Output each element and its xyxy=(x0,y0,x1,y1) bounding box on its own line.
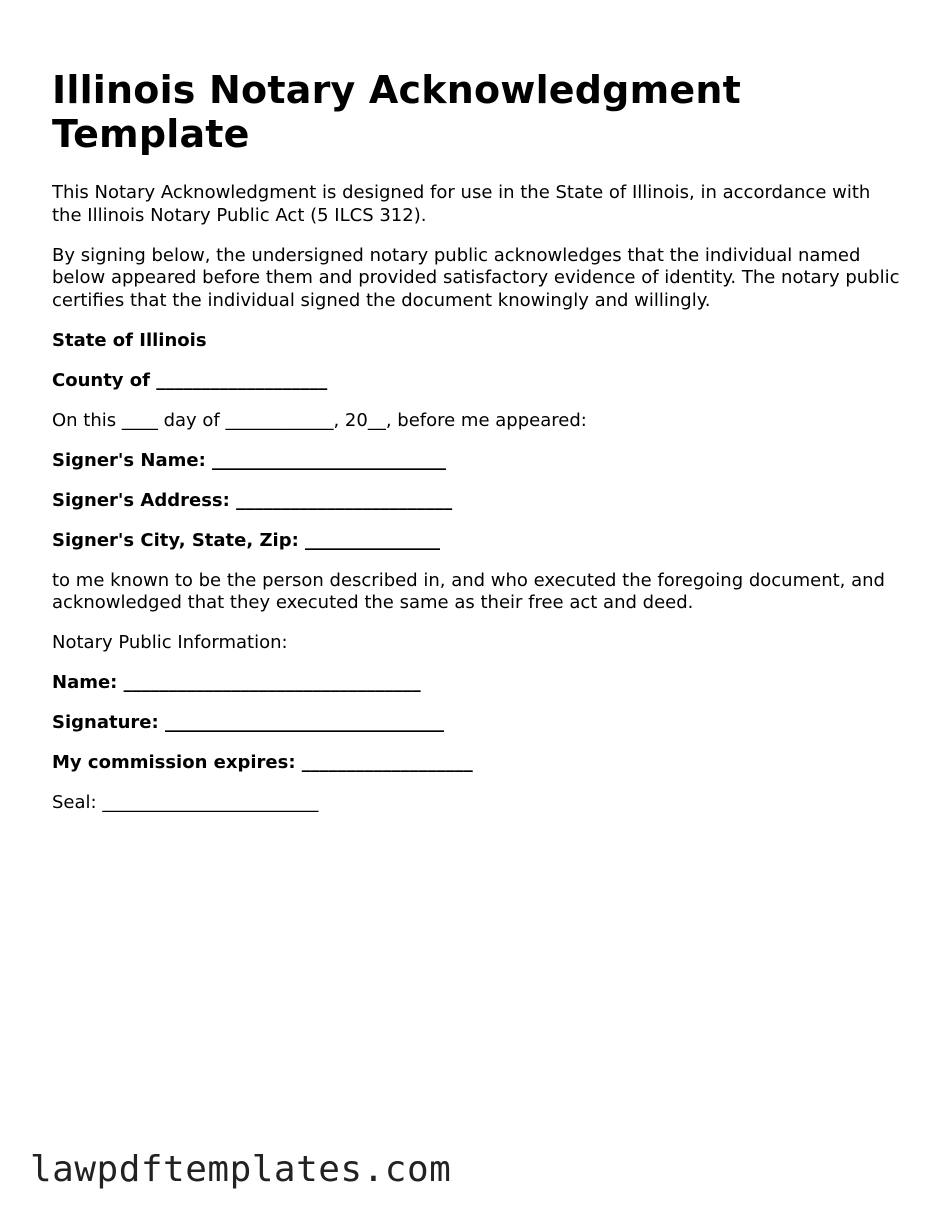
document-title: Illinois Notary Acknowledgment Template xyxy=(52,68,741,156)
site-watermark: lawpdftemplates.com xyxy=(30,1149,452,1190)
signer-name-field: Signer's Name: __________________________ xyxy=(52,449,447,471)
notary-name-field: Name: _________________________________ xyxy=(52,672,421,693)
notary-signature-field: Signature: _______________________________ xyxy=(52,712,444,733)
document-page xyxy=(52,68,902,832)
state-line: State of Illinois xyxy=(52,329,207,351)
county-field: County of ___________________ xyxy=(52,369,328,391)
signer-city-field: Signer's City, State, Zip: _______________ xyxy=(52,529,441,551)
notary-heading: Notary Public Information: xyxy=(52,632,288,653)
intro-paragraph: This Notary Acknowledgment is designed for use in the State of Illinois, in accordance with the Illinois Notary Public Act (5 ILCS 312). xyxy=(52,182,871,226)
statement-paragraph: By signing below, the undersigned notary public acknowledges that the individual named below appeared before them and provided satisfactory evidence of identity. The notary public certifies that the individual signed the document knowingly and willingly. xyxy=(52,244,900,311)
known-statement: to me known to be the person described in, and who executed the foregoing document, and acknowledged that they executed the same as their free act and deed. xyxy=(52,569,885,613)
signer-address-field: Signer's Address: ________________________ xyxy=(52,489,453,511)
date-line: On this ____ day of ____________, 20__, before me appeared: xyxy=(52,409,587,431)
commission-expires-field: My commission expires: ___________________ xyxy=(52,752,473,773)
seal-field: Seal: ________________________ xyxy=(52,792,319,813)
